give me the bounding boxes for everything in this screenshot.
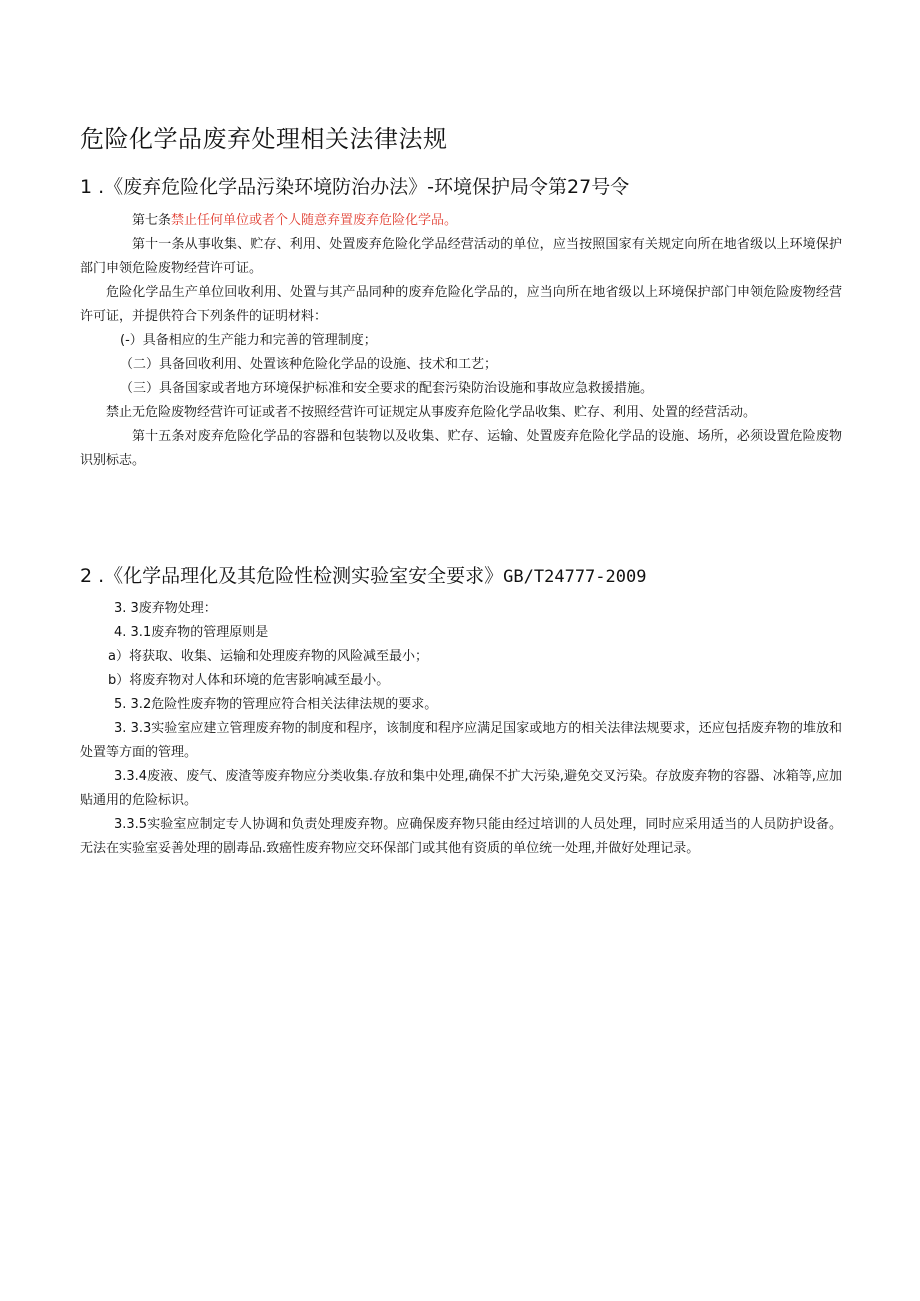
section-2-heading-text: 2 .《化学品理化及其危险性检测实验室安全要求》	[80, 565, 504, 587]
clause-3-3: 3. 3废弃物处理：	[114, 601, 217, 616]
prohibition-paragraph: 禁止无危险废物经营许可证或者不按照经营许可证规定从事废弃危险化学品收集、贮存、利用、处置的经营活动。	[106, 405, 757, 420]
clause-3-3-5: 3.3.5实验室应制定专人协调和负责处理废弃物。应确保废弃物只能由经过培训的人员处理，同时应采用适当的人员防护设备。无法在实验室妥善处理的剧毒品.致癌性废弃物应交环保部门或其他有资质的单位统一处理,并做好处理记录。	[80, 817, 842, 856]
clause-3-3-2: 5. 3.2危险性废弃物的管理应符合相关法律法规的要求。	[114, 697, 438, 712]
page-title: 危险化学品废弃处理相关法律法规	[80, 125, 448, 153]
clause-3-3-3: 3. 3.3实验室应建立管理废弃物的制度和程序，该制度和程序应满足国家或地方的相关法律法规要求，还应包括废弃物的堆放和处置等方面的管理。	[80, 721, 842, 760]
section-2-heading	[80, 562, 646, 591]
section-1-heading: 1 .《废弃危险化学品污染环境防治办法》-环境保护局令第27号令	[80, 176, 630, 198]
recycling-paragraph: 危险化学品生产单位回收利用、处置与其产品同种的废弃危险化学品的，应当向所在地省级以上环境保护部门申领危险废物经营许可证，并提供符合下列条件的证明材料：	[80, 285, 842, 324]
clause-3-3-4: 3.3.4废液、废气、废渣等废弃物应分类收集.存放和集中处理,确保不扩大污染,避免交叉污染。存放废弃物的容器、冰箱等,应加贴通用的危险标识。	[80, 769, 842, 808]
article-7-label: 第七条	[132, 213, 172, 228]
condition-item-3: （三）具备国家或者地方环境保护标准和安全要求的配套污染防治设施和事故应急救援措施。	[120, 381, 654, 396]
condition-item-1: (-）具备相应的生产能力和完善的管理制度；	[120, 333, 377, 348]
principle-b: b）将废弃物对人体和环境的危害影响减至最小。	[108, 673, 390, 688]
section-1-body	[80, 209, 842, 473]
condition-item-2: （二）具备回收利用、处置该种危险化学品的设施、技术和工艺；	[120, 357, 498, 372]
article-11: 第十一条从事收集、贮存、利用、处置废弃危险化学品经营活动的单位，应当按照国家有关规定向所在地省级以上环境保护部门申领危险废物经营许可证。	[80, 237, 842, 276]
article-7	[80, 209, 842, 233]
section-2-body	[80, 597, 842, 861]
standard-code: GB/T24777-2009	[503, 567, 647, 587]
clause-3-3-1: 4. 3.1废弃物的管理原则是	[114, 625, 269, 640]
article-7-highlight: 禁止任何单位或者个人随意弃置废弃危险化学品。	[171, 213, 458, 228]
principle-a: a）将获取、收集、运输和处理废弃物的风险减至最小；	[108, 649, 428, 664]
article-15: 第十五条对废弃危险化学品的容器和包装物以及收集、贮存、运输、处置废弃危险化学品的设施、场所，必须设置危险废物识别标志。	[80, 429, 842, 468]
